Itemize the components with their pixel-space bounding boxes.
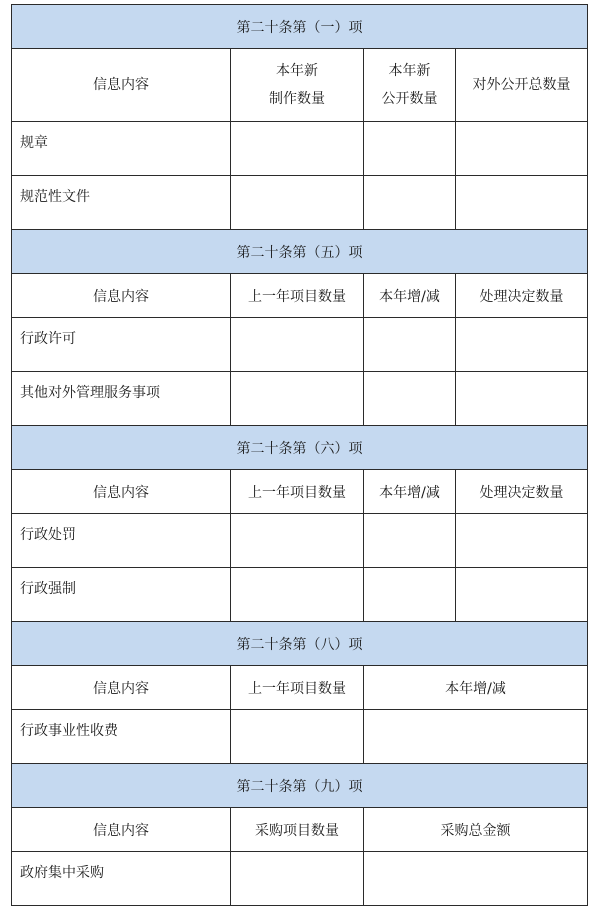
column-header-purchase-count: 采购项目数量 <box>231 808 364 852</box>
column-header-total-published: 对外公开总数量 <box>456 49 588 122</box>
row-label: 其他对外管理服务事项 <box>12 372 231 426</box>
row-label: 规章 <box>12 122 231 176</box>
data-cell[interactable] <box>456 318 588 372</box>
data-cell[interactable] <box>456 568 588 622</box>
row-label: 行政处罚 <box>12 514 231 568</box>
data-cell[interactable] <box>364 318 456 372</box>
data-cell[interactable] <box>364 710 588 764</box>
column-header-new-published <box>364 49 456 122</box>
header-line: 本年新 <box>276 63 318 79</box>
data-cell[interactable] <box>231 568 364 622</box>
section-title: 第二十条第（五）项 <box>12 230 588 274</box>
row-label: 政府集中采购 <box>12 852 231 906</box>
column-header-purchase-total: 采购总金额 <box>364 808 588 852</box>
data-cell[interactable] <box>456 176 588 230</box>
data-cell[interactable] <box>456 514 588 568</box>
column-header-decisions: 处理决定数量 <box>456 470 588 514</box>
column-header-info: 信息内容 <box>12 274 231 318</box>
data-cell[interactable] <box>231 176 364 230</box>
data-cell[interactable] <box>364 852 588 906</box>
column-header-info: 信息内容 <box>12 808 231 852</box>
data-cell[interactable] <box>231 710 364 764</box>
data-cell[interactable] <box>364 122 456 176</box>
column-header-change: 本年增/减 <box>364 666 588 710</box>
column-header-info: 信息内容 <box>12 49 231 122</box>
section-title: 第二十条第（一）项 <box>12 5 588 49</box>
row-label: 规范性文件 <box>12 176 231 230</box>
column-header-info: 信息内容 <box>12 666 231 710</box>
column-header-change: 本年增/减 <box>364 470 456 514</box>
header-line: 制作数量 <box>269 91 325 107</box>
data-cell[interactable] <box>231 852 364 906</box>
info-disclosure-sheet <box>11 4 587 906</box>
data-cell[interactable] <box>231 372 364 426</box>
header-line: 公开数量 <box>381 91 438 107</box>
data-cell[interactable] <box>456 122 588 176</box>
row-label: 行政事业性收费 <box>12 710 231 764</box>
column-header-prev-year: 上一年项目数量 <box>231 666 364 710</box>
column-header-info: 信息内容 <box>12 470 231 514</box>
data-cell[interactable] <box>231 318 364 372</box>
data-cell[interactable] <box>364 176 456 230</box>
column-header-prev-year: 上一年项目数量 <box>231 470 364 514</box>
column-header-decisions: 处理决定数量 <box>456 274 588 318</box>
section-title: 第二十条第（六）项 <box>12 426 588 470</box>
data-cell[interactable] <box>456 372 588 426</box>
column-header-new-produced <box>231 49 364 122</box>
section-title: 第二十条第（九）项 <box>12 764 588 808</box>
header-line: 本年新 <box>388 63 431 79</box>
data-cell[interactable] <box>364 514 456 568</box>
column-header-prev-year: 上一年项目数量 <box>231 274 364 318</box>
column-header-change: 本年增/减 <box>364 274 456 318</box>
data-cell[interactable] <box>364 372 456 426</box>
disclosure-table <box>11 4 588 906</box>
data-cell[interactable] <box>231 122 364 176</box>
row-label: 行政许可 <box>12 318 231 372</box>
data-cell[interactable] <box>231 514 364 568</box>
row-label: 行政强制 <box>12 568 231 622</box>
section-title: 第二十条第（八）项 <box>12 622 588 666</box>
data-cell[interactable] <box>364 568 456 622</box>
